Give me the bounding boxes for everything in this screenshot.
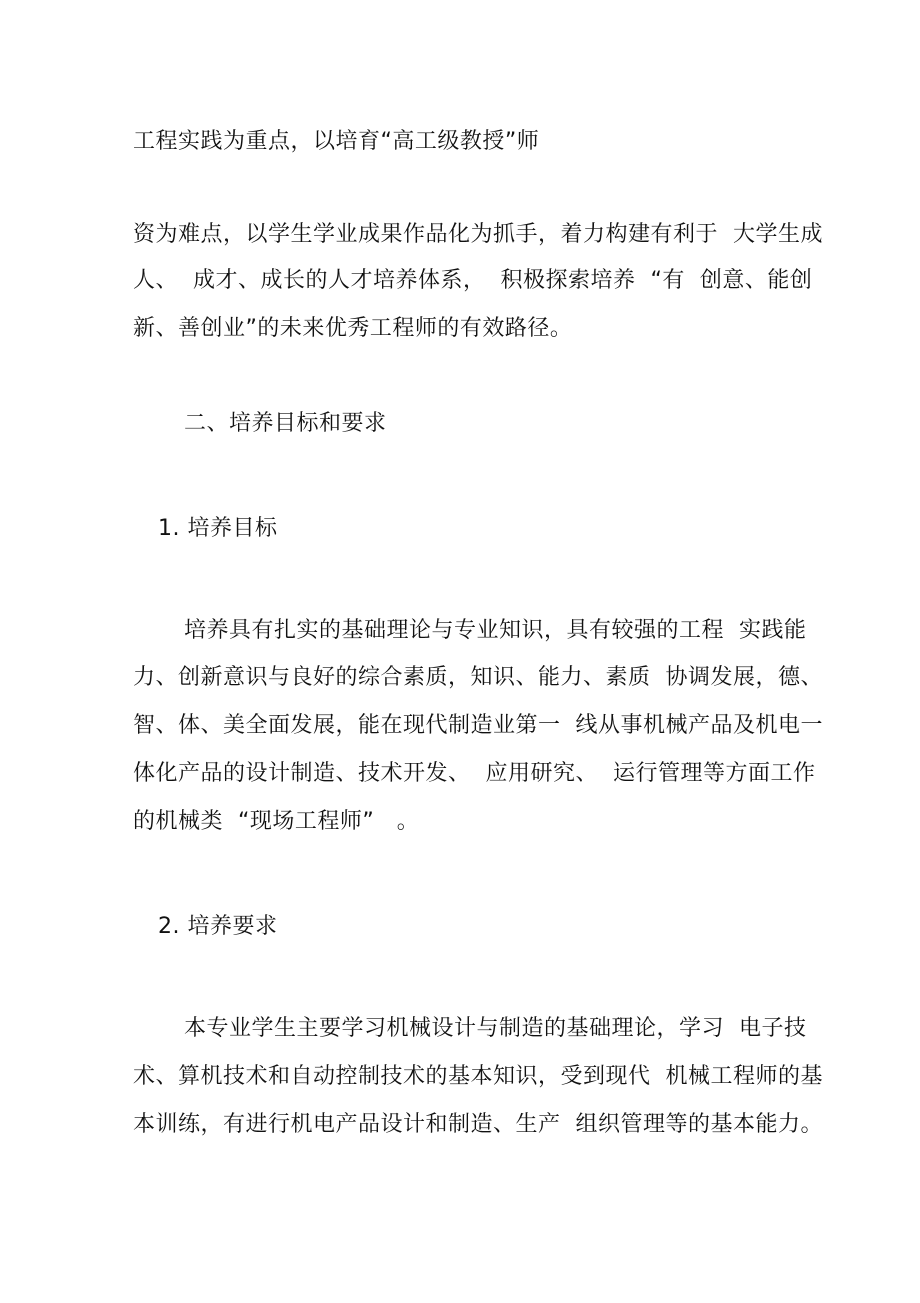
paragraph-line: 人、 成才、成长的人才培养体系， 积极探索培养 “有 创意、能创	[133, 268, 813, 293]
paragraph-line: 术、算机技术和自动控制技术的基本知识，受到现代 机械工程师的基	[133, 1064, 823, 1089]
paragraph-line: 体化产品的设计制造、技术开发、 应用研究、 运行管理等方面工作	[133, 761, 816, 786]
paragraph-line: 工程实践为重点，以培育“高工级教授”师	[133, 129, 540, 154]
section-heading: 二、培养目标和要求	[184, 411, 387, 436]
paragraph-line: 智、体、美全面发展，能在现代制造业第一 线从事机械产品及机电一	[133, 713, 823, 738]
paragraph-line: 资为难点，以学生学业成果作品化为抓手，着力构建有利于 大学生成	[133, 222, 823, 247]
paragraph-line: 力、创新意识与良好的综合素质，知识、能力、素质 协调发展，德、	[133, 665, 823, 690]
paragraph-line: 培养具有扎实的基础理论与专业知识，具有较强的工程 实践能	[184, 618, 807, 643]
subsection-heading-requirements: 2. 培养要求	[158, 914, 278, 939]
paragraph-line: 的机械类 “现场工程师” 。	[133, 809, 420, 834]
subsection-heading-goals: 1. 培养目标	[158, 516, 278, 541]
paragraph-line: 新、善创业”的未来优秀工程师的有效路径。	[133, 316, 573, 341]
paragraph-line: 本专业学生主要学习机械设计与制造的基础理论，学习 电子技	[184, 1016, 807, 1041]
paragraph-line: 本训练，有进行机电产品设计和制造、生产 组织管理等的基本能力。	[133, 1112, 823, 1137]
